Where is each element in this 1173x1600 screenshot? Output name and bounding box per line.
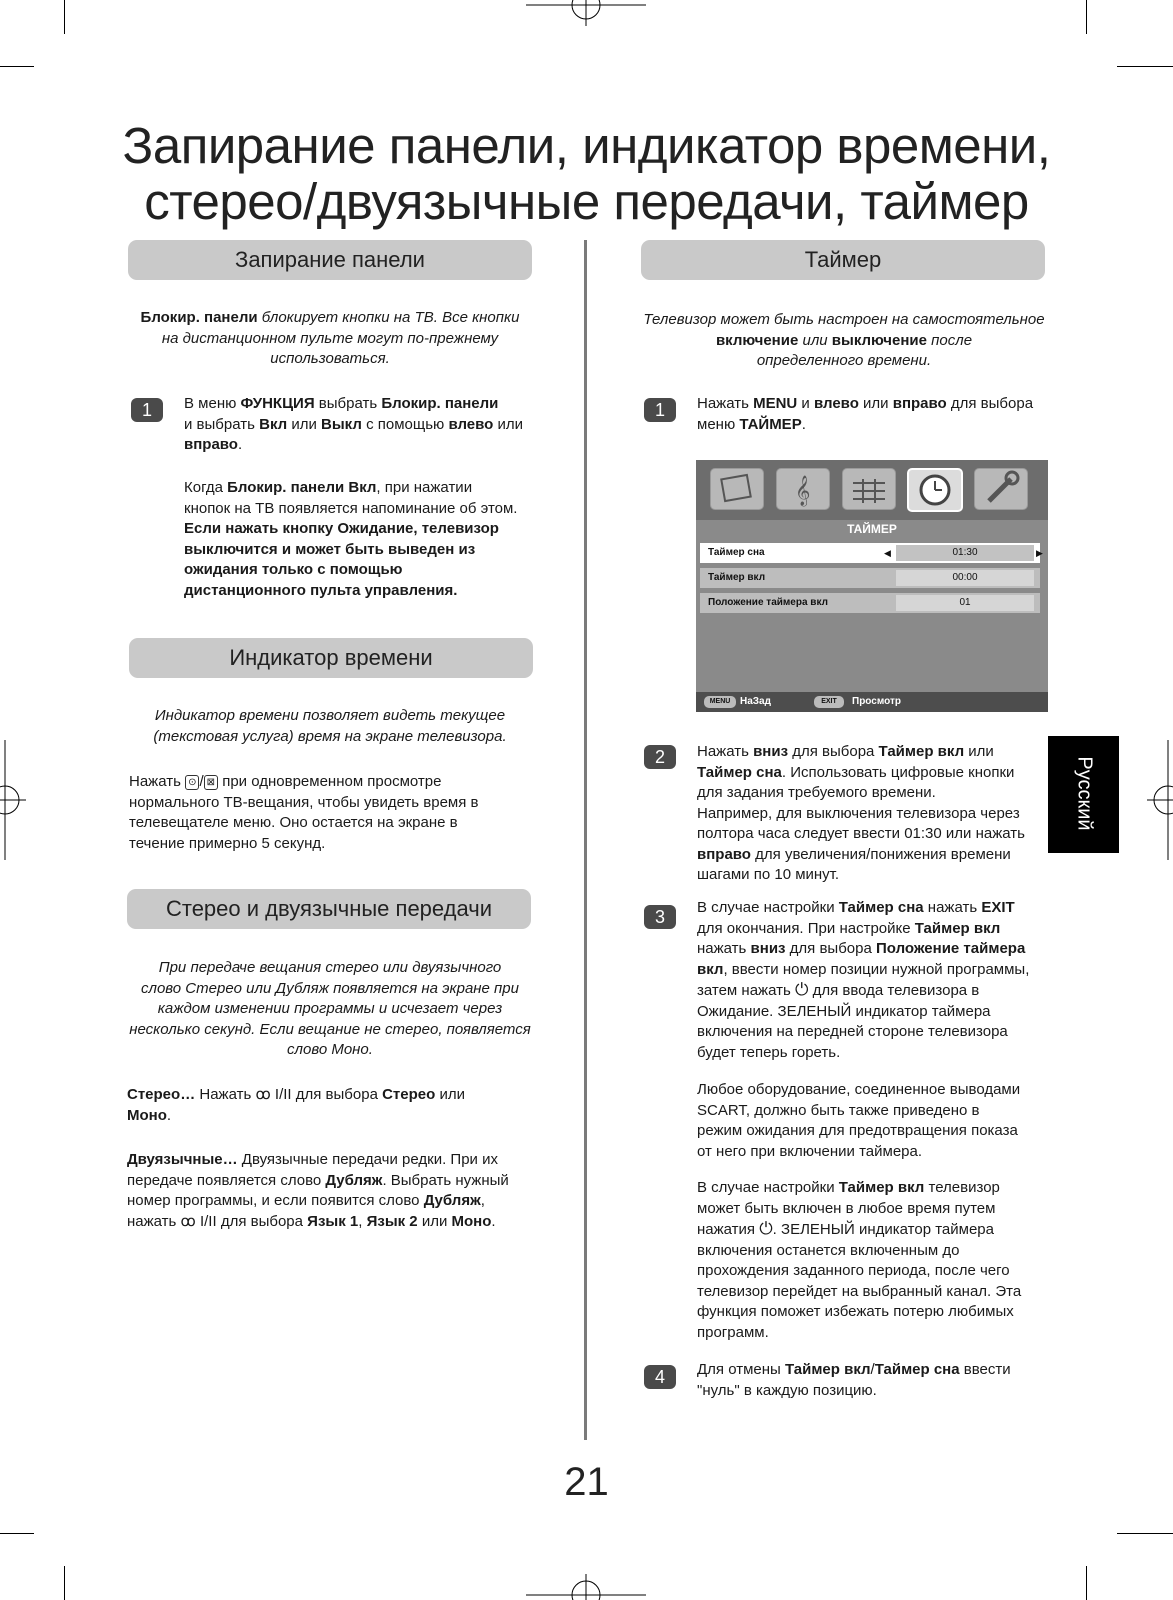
text: или [493,415,524,433]
text-bold: Таймер вкл [914,919,1001,937]
text: Нажать [129,773,186,790]
text: течение примерно 5 секунд. [129,834,326,852]
text: для выбора [788,743,879,760]
text: от него при включении таймера. [697,1142,923,1160]
text: включения на передней стороне телевизора [697,1023,1008,1040]
text: телевизор [924,1179,1000,1196]
text-bold: Дубляж [423,1192,481,1209]
text: для выбора [946,395,1034,412]
dual-sound-icon: ꝏ I/II [180,1212,217,1230]
text: затем нажать [697,982,795,999]
picture-icon [710,468,764,510]
text-bold: Блокир. панели Вкл [227,479,377,496]
text-bold: Таймер сна [838,899,924,916]
text: шагами по 10 минут. [697,866,840,883]
sound-icon [776,468,830,510]
text: или [287,415,322,433]
text: Нажать [195,1086,256,1103]
text-bold: Выкл [321,415,362,433]
crop-mark [1117,66,1173,67]
bilingual-paragraph [127,1150,557,1232]
text-bold: MENU [753,395,798,412]
text-time-button-icon: ⊙ [185,775,199,790]
intro-text: слово Моно. [287,1041,373,1058]
left-arrow-icon: ◀ [884,548,891,558]
right-arrow-icon: ▶ [1036,548,1043,558]
text: , [358,1212,367,1230]
text: или [858,395,893,412]
text-bold: вправо [184,436,238,453]
intro-text: При передаче вещания стерео или двуязычного [158,959,502,976]
wrench-icon [974,468,1028,510]
power-icon: ⏻ [794,980,809,999]
text-bold: дистанционного пульта управления. [184,581,458,599]
text: функция поможет избежать потерю любимых [697,1303,1014,1320]
crop-mark [64,0,65,34]
menu-row-value: 01 [896,595,1034,611]
text: , при нажатии [376,479,473,496]
registration-mark-bottom [526,1574,646,1600]
text-bold: влево [813,395,859,412]
text: В случае настройки [697,1179,839,1196]
text: номер программы, и если появится слово [127,1192,424,1209]
panel-lock-step-1 [184,394,544,456]
text-bold: Таймер сна [874,1361,960,1378]
intro-bold: включение [715,331,799,349]
text: нажать [697,940,751,957]
text: / [870,1361,875,1378]
timer-step-2 [697,742,1057,886]
text-bold: Двуязычные… [127,1151,238,1168]
text: с помощью [361,415,449,433]
intro-text: использоваться. [270,350,390,367]
text: кнопок на ТВ появляется напоминание об этом. [184,499,518,517]
dual-sound-icon: ꝏ I/II [255,1086,292,1103]
text-bold: Положение таймера [876,940,1026,957]
intro-text: определенного времени. [756,352,932,369]
text-bold: Таймер сна [697,763,782,781]
text: выбрать [314,395,382,412]
text: Например, для выключения телевизора через [697,804,1020,822]
stereo-intro [122,958,538,1061]
intro-text: после [926,331,973,349]
text-bold: Таймер вкл [878,743,965,760]
scart-note [697,1080,1057,1162]
screen-footer [696,692,1048,712]
menu-key-badge: MENU [704,696,736,708]
text: нажать [127,1212,181,1230]
text: нормального ТВ-вещания, чтобы увидеть время в [129,793,479,811]
menu-row-on-timer-position [700,593,1040,613]
clock-icon [907,468,963,512]
text: передаче появляется слово [127,1171,326,1189]
crop-mark [1086,1566,1087,1600]
exit-key-badge: EXIT [814,696,844,708]
text: нажатия [697,1221,760,1238]
page-title-line-2: стерео/двуязычные передачи, таймер [144,173,1029,230]
intro-text: или [798,331,832,349]
text: . Использовать цифровые кнопки [781,763,1015,781]
menu-row-label: Таймер сна [708,547,765,558]
text: , ввести номер позиции нужной программы, [723,960,1030,978]
crop-mark [0,1533,34,1534]
text: . [801,415,806,433]
registration-mark-right [1147,740,1173,860]
text: Ожидание. ЗЕЛЕНЫЙ индикатор таймера [697,1002,991,1020]
menu-icon-row [696,460,1048,520]
registration-mark-left [0,740,26,860]
menu-row-value: 01:30 [896,545,1034,561]
text: или [964,743,994,760]
text-bold: ФУНКЦИЯ [240,395,315,412]
text-bold: вкл [697,960,724,978]
section-heading-timer: Таймер [641,240,1045,280]
step-badge: 2 [644,745,676,769]
panel-lock-intro [124,308,536,370]
text-bold: EXIT [981,899,1015,916]
section-heading-stereo: Стерео и двуязычные передачи [127,889,531,929]
intro-text: Телевизор может быть настроен на самостоятельное [643,311,1045,328]
text: "нуль" в каждую позицию. [697,1381,877,1399]
text-bold: влево [448,415,494,433]
text: телевизор перейдет на выбранный канал. Эта [697,1282,1022,1300]
text-bold: Моно [127,1106,167,1124]
section-heading-panel-lock: Запирание панели [128,240,532,280]
text: и [797,395,814,412]
text: , [480,1192,485,1209]
menu-row-value: 00:00 [896,570,1034,586]
text: для задания требуемого времени. [697,784,936,801]
text: Любое оборудование, соединенное выводами [697,1081,1021,1098]
text: и выбрать [184,415,260,433]
text-bold: Если нажать кнопку Ожидание, телевизор [184,520,499,537]
text-bold: Моно [451,1212,492,1230]
text-bold: вправо [697,845,751,863]
text-bold: вниз [750,940,786,957]
power-icon: ⏻ [759,1219,773,1238]
timer-step-3 [697,898,1057,1063]
text: В случае настройки [697,899,839,916]
intro-bold: Блокир. панели [140,309,258,326]
text: программ. [697,1323,769,1341]
timer-intro [636,310,1052,372]
on-timer-note [697,1178,1057,1343]
stereo-paragraph [127,1085,547,1126]
text: Для отмены [697,1361,785,1378]
text-bold: Блокир. панели [381,395,499,412]
section-heading-time-indicator: Индикатор времени [129,638,533,678]
text-bold: Дубляж [325,1171,383,1189]
text: В меню [184,395,241,412]
back-label: НаЗад [740,696,771,707]
intro-text: каждом изменении программы и исчезает через [157,1000,503,1017]
text: для окончания. При настройке [697,919,915,937]
text-bold: ожидания только с помощью [184,561,403,578]
menu-row-on-timer [700,568,1040,588]
text-bold: Вкл [259,415,288,433]
step-badge: 4 [644,1365,676,1389]
intro-text: Индикатор времени позволяет видеть текущее [154,707,506,724]
text: или [417,1212,452,1230]
text-bold: выключится и может быть выведен из [184,540,476,558]
text: может быть включен в любое время путем [697,1199,996,1217]
text: . Выбрать нужный [382,1171,509,1189]
text: ввести [959,1361,1011,1378]
text: . [491,1212,496,1230]
text: прохождения заданного периода, после чего [697,1262,1010,1279]
intro-text: слово Стерео или Дубляж появляется на экране при [141,979,519,997]
text-bold: Язык 2 [366,1212,418,1230]
menu-row-sleep-timer [700,543,1043,563]
view-label: Просмотр [852,696,901,707]
text-bold: ТАЙМЕР [739,415,802,433]
tv-menu-screenshot [696,460,1048,712]
language-side-tab [1048,736,1119,853]
time-indicator-body: Нажать ⊙ / ⊠ при одновременном просмотре нормального ТВ-вещания, чтобы увидеть время в телевещателе меню. Оно остается на экране в течение примерно 5 секунд. [129,773,479,852]
time-indicator-intro [124,706,536,747]
column-divider [584,240,587,1440]
text-bold: Язык 1 [307,1212,359,1230]
text: телевещателе меню. Оно остается на экране в [129,814,458,831]
text-bold: Стерео… [127,1086,196,1103]
step-badge: 3 [644,905,676,929]
text-bold: вправо [892,395,947,412]
text: нажать [923,899,982,916]
screen-menu-title: ТАЙМЕР [847,522,897,536]
text: полтора часа следует ввести 01:30 или нажать [697,825,1025,842]
intro-bold: выключение [831,331,927,349]
text-bold: Таймер вкл [838,1179,925,1196]
text-bold: Стерео [382,1086,436,1103]
intro-text: блокирует кнопки на ТВ. Все кнопки [257,309,520,326]
svg-text:𝄞: 𝄞 [795,476,811,506]
text: Нажать [697,395,754,412]
registration-mark-top [526,0,646,26]
text: Двуязычные передачи редки. При их [237,1151,498,1168]
text: Нажать [697,743,754,760]
text: при одновременном просмотре [218,773,442,790]
crop-mark [1117,1533,1173,1534]
text: для увеличения/понижения времени [750,845,1011,863]
text: для выбора [291,1086,383,1103]
page-title-line-1: Запирание панели, индикатор времени, [122,117,1051,174]
text: . ЗЕЛЕНЫЙ индикатор таймера [772,1221,994,1238]
text: . [166,1106,172,1124]
intro-text: на дистанционном пульте могут по-прежнему [161,329,499,347]
menu-row-label: Таймер вкл [708,572,766,583]
step-badge: 1 [131,398,163,422]
setup-icon [842,468,896,510]
text: меню [697,415,740,433]
timer-step-4 [697,1360,1057,1401]
text: Когда [184,479,228,496]
text: . [237,436,243,453]
intro-text: (текстовая услуга) время на экране телевизора. [153,727,507,745]
timer-step-1 [697,394,1057,435]
text-bold: вниз [753,743,789,760]
language-tab-label: Русский [1073,756,1096,831]
text: режим ожидания для предотвращения показа [697,1122,1018,1139]
menu-row-label: Положение таймера вкл [708,597,828,608]
text: включения останется включенным до [697,1241,960,1259]
text: для ввода телевизора в [808,982,980,999]
text-exit-button-icon: ⊠ [204,775,218,790]
crop-mark [64,1566,65,1600]
intro-text: несколько секунд. Если вещание не стерео, появляется [129,1020,531,1038]
text: или [435,1086,465,1103]
page-title [0,118,1173,230]
step-badge: 1 [644,398,676,422]
page-number: 21 [564,1460,609,1504]
panel-lock-note [184,478,554,601]
text: SCART, должно быть также приведено в [697,1101,980,1119]
text: для выбора [785,940,876,957]
crop-mark [1086,0,1087,34]
text: будет теперь гореть. [697,1043,841,1061]
text: для выбора [216,1212,308,1230]
crop-mark [0,66,34,67]
text-bold: Таймер вкл [784,1361,871,1378]
